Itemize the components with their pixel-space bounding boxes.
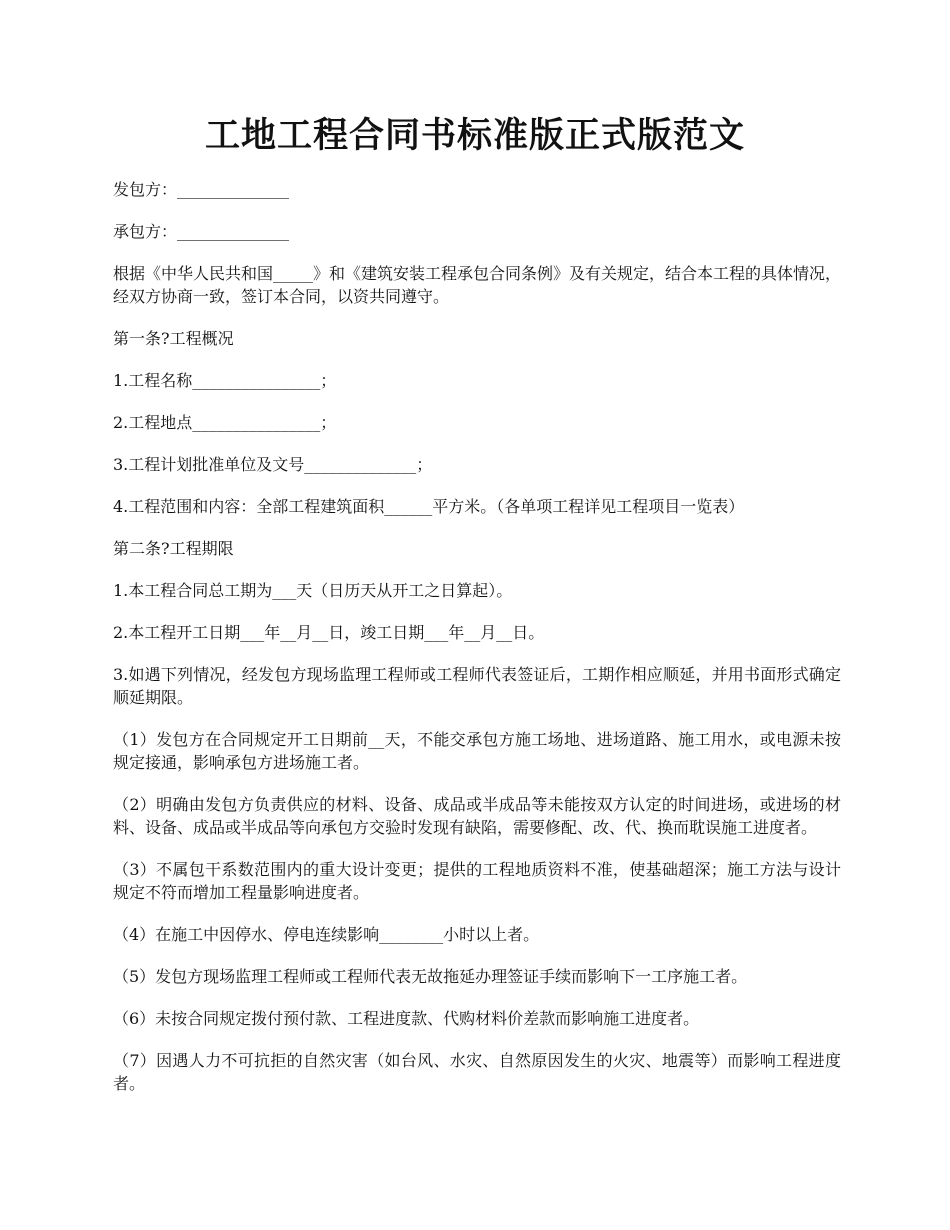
party-b-line: 承包方：______________ [113, 222, 290, 241]
party-a-line: 发包方：______________ [113, 180, 290, 199]
condition-item-4: （4）在施工中因停水、停电连续影响________小时以上者。 [113, 925, 540, 944]
clause-start-end-dates: 2.本工程开工日期___年__月__日，竣工日期___年__月__日。 [113, 623, 545, 642]
condition-item-3: （3）不属包干系数范围内的重大设计变更；提供的工程地质资料不准，使基础超深；施工方法与设计规定不符而增加工程量影响进度者。 [113, 860, 841, 902]
clause-extension-conditions: 3.如遇下列情况，经发包方现场监理工程师或工程师代表签证后，工期作相应顺延，并用书面形式确定顺延期限。 [113, 665, 841, 707]
preamble-paragraph: 根据《中华人民共和国_____》和《建筑安装工程承包合同条例》及有关规定，结合本工程的具体情况，经双方协商一致，签订本合同，以资共同遵守。 [113, 264, 842, 306]
condition-item-5: （5）发包方现场监理工程师或工程师代表无故拖延办理签证手续而影响下一工序施工者。 [113, 967, 748, 986]
clause-approval-unit: 3.工程计划批准单位及文号______________； [113, 455, 433, 474]
document-body [113, 178, 841, 1114]
clause-project-location: 2.工程地点________________； [113, 413, 337, 432]
condition-item-6: （6）未按合同规定拨付预付款、工程进度款、代购材料价差款而影响施工进度者。 [113, 1009, 700, 1028]
clause-project-name: 1.工程名称________________； [113, 371, 337, 390]
condition-item-1: （1）发包方在合同规定开工日期前__天，不能交承包方施工场地、进场道路、施工用水，或电源未按规定接通，影响承包方进场施工者。 [113, 730, 841, 772]
article-2-heading: 第二条?工程期限 [113, 539, 234, 558]
article-1-heading: 第一条?工程概况 [113, 329, 234, 348]
condition-item-7: （7）因遇人力不可抗拒的自然灾害（如台风、水灾、自然原因发生的火灾、地震等）而影响工程进度者。 [113, 1051, 841, 1093]
document-title: 工地工程合同书标准版正式版范文 [204, 115, 745, 156]
clause-project-scope: 4.工程范围和内容：全部工程建筑面积______平方米。（各单项工程详见工程项目一览表） [113, 497, 745, 516]
condition-item-2: （2）明确由发包方负责供应的材料、设备、成品或半成品等未能按双方认定的时间进场，或进场的材料、设备、成品或半成品等向承包方交验时发现有缺陷，需要修配、改、代、换而耽误施工进度者。 [113, 795, 841, 837]
clause-total-duration: 1.本工程合同总工期为___天（日历天从开工之日算起）。 [113, 581, 513, 600]
